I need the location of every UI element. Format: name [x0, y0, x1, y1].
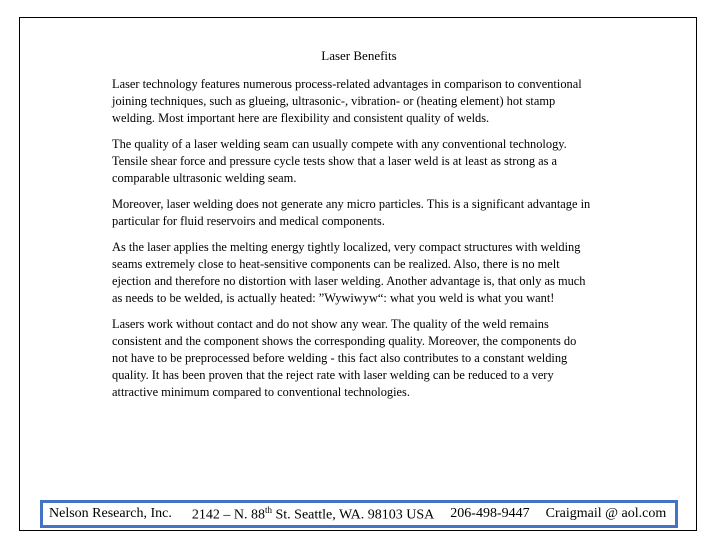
- footer-email: Craigmail @ aol.com: [545, 506, 667, 521]
- footer-address: [192, 505, 434, 524]
- body-text: [112, 76, 592, 410]
- footer-address-street: 2142 – N. 88: [191, 507, 265, 523]
- slide-title: Laser Benefits: [321, 48, 397, 63]
- paragraph-5: Lasers work without contact and do not show any wear. The quality of the weld remains consistent and the component shows the corresponding quality. Moreover, the components do not have to be preprocessed before welding - this fact also contributes to a constant welding quality. It has been proven that the reject rate with laser welding can be reduced to a very attractive minimum compared to conventional technologies.: [112, 317, 577, 399]
- paragraph-2: The quality of a laser welding seam can usually compete with any conventional technology. Tensile shear force and pressure cycle tests show that a laser weld is at least as strong as a comparable ultrasonic welding seam.: [112, 137, 567, 185]
- paragraph-1: Laser technology features numerous process-related advantages in comparison to conventional joining techniques, such as glueing, ultrasonic-, vibration- or (heating element) hot stamp welding. Most important here are flexibility and consistent quality of welds.: [112, 77, 582, 125]
- paragraph-3: Moreover, laser welding does not generate any micro particles. This is a significant advantage in particular for fluid reservoirs and medical components.: [112, 197, 591, 228]
- footer-contact-bar: [40, 500, 678, 528]
- paragraph-4: As the laser applies the melting energy tightly localized, very compact structures with welding seams extremely close to heat-sensitive components can be realized. Also, there is no melt ejection and therefore no distortion with laser welding. Another advantage is, that only as much as needs to be welded, is actually heated: ”Wywiwyw“: what you weld is what you want!: [112, 240, 586, 305]
- footer-company: Nelson Research, Inc.: [49, 506, 172, 521]
- slide-frame: [19, 17, 697, 531]
- footer-address-city: St. Seattle, WA. 98103 USA: [271, 507, 435, 523]
- footer-phone: 206-498-9447: [450, 506, 530, 521]
- footer-address-ordinal: th: [264, 504, 272, 515]
